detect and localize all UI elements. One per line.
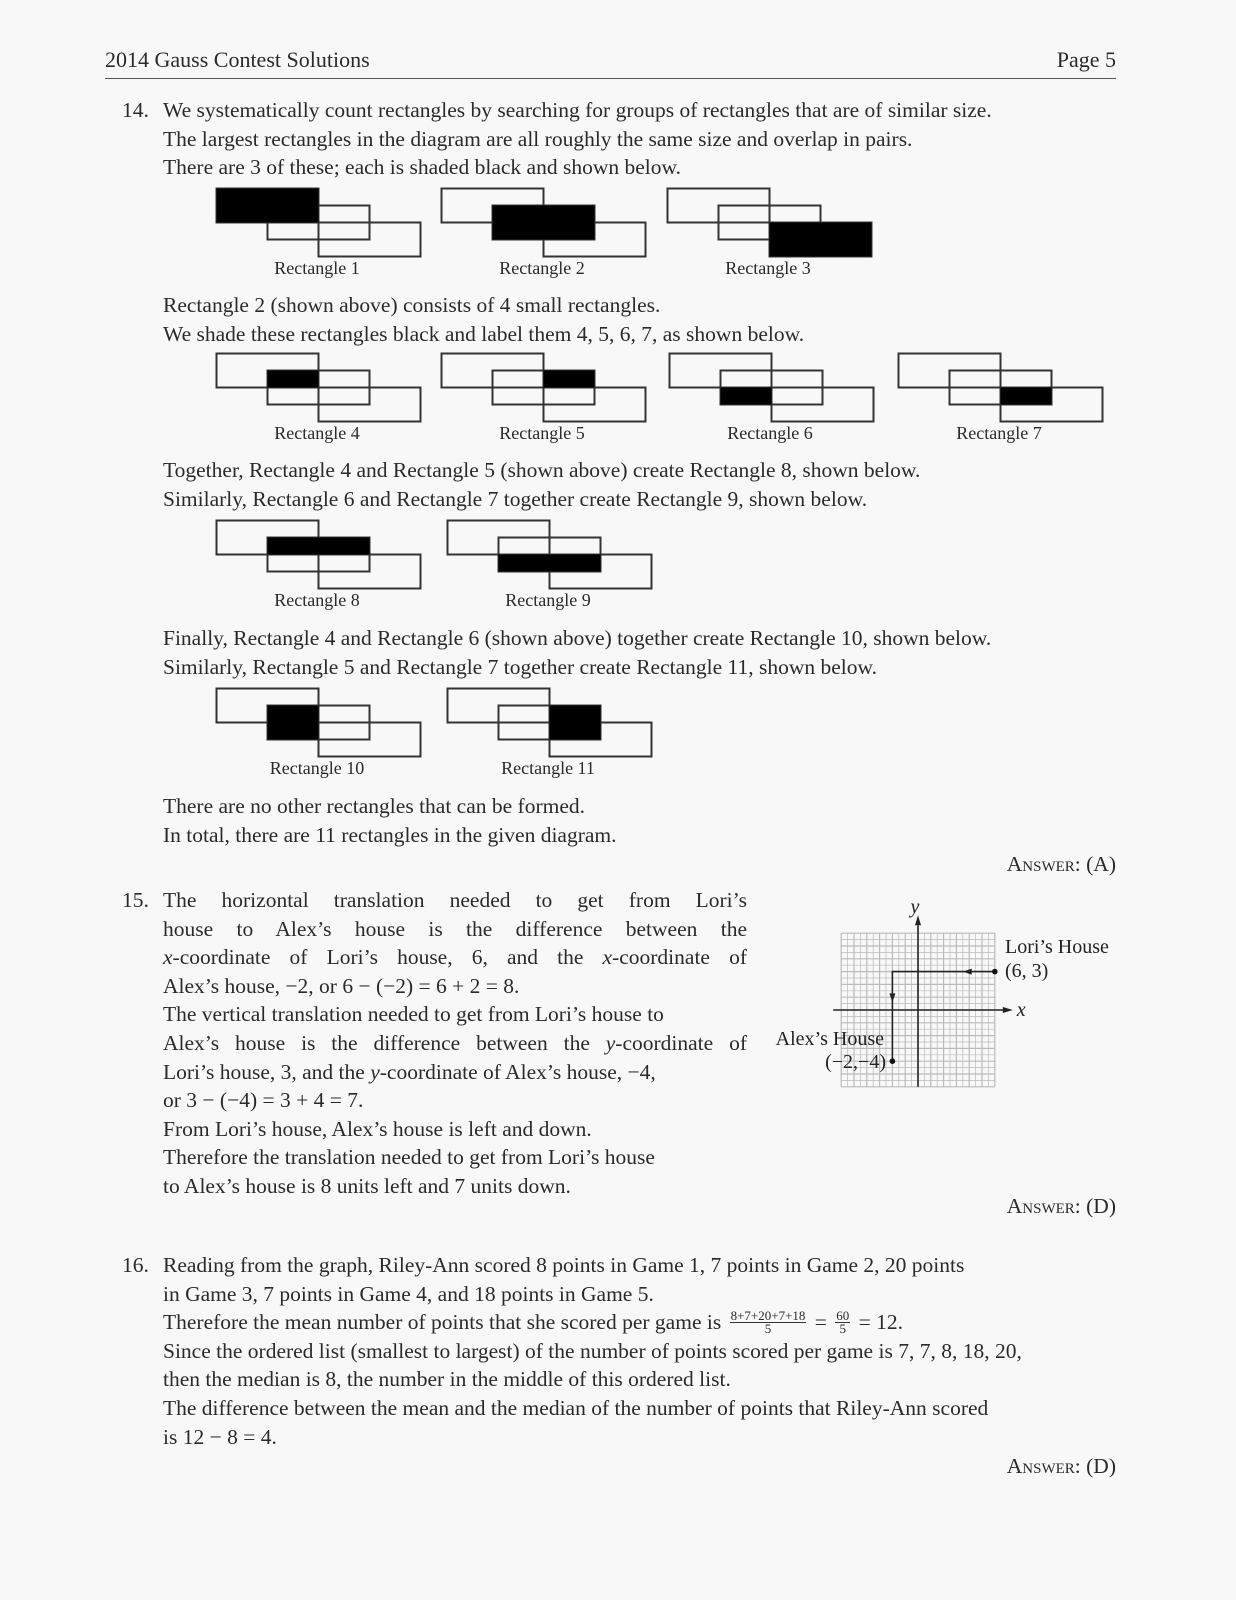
- text-segment: to Alex’s house is 8 units left and 7 units down.: [163, 1174, 571, 1198]
- text-segment: Therefore the translation needed to get from Lori’s house: [163, 1145, 655, 1170]
- q14-line: Similarly, Rectangle 5 and Rectangle 7 together create Rectangle 11, shown below.: [163, 654, 878, 679]
- shaded-rectangle: [268, 538, 370, 555]
- q14-line: Together, Rectangle 4 and Rectangle 5 (shown above) create Rectangle 8, shown below.: [163, 458, 921, 482]
- text-segment: or 3 − (−4) = 3 + 4 = 7.: [163, 1088, 364, 1113]
- q15-line: [163, 1086, 363, 1114]
- shaded-rectangle: [268, 706, 319, 740]
- q15-answer: Answer: (D): [1006, 1194, 1116, 1218]
- q16-line: [163, 1308, 903, 1337]
- q15-line: [163, 943, 747, 971]
- text-segment: -coordinate of Lori’s house, 6, and the: [172, 945, 603, 970]
- page-number: Page 5: [1056, 47, 1116, 72]
- rectangle-9-diagram: [446, 519, 654, 591]
- rectangle-10-diagram: [215, 687, 423, 759]
- rectangle-4-diagram: [215, 352, 423, 424]
- lori-house-point: [992, 969, 998, 975]
- rectangle-8-diagram: [215, 519, 423, 591]
- q15-line: [163, 1000, 664, 1028]
- text-segment: -coordinate of: [615, 1031, 747, 1055]
- shaded-rectangle: [544, 371, 595, 388]
- text-segment: -coordinate of: [612, 945, 747, 970]
- rectangle-11-diagram: [446, 687, 654, 759]
- q15-line: [163, 1115, 592, 1143]
- math-variable: y: [605, 1031, 616, 1055]
- rectangle-3-caption: Rectangle 3: [725, 258, 811, 278]
- rectangle-11-caption: Rectangle 11: [501, 758, 595, 778]
- fraction-numerator: 8+7+20+7+18: [730, 1307, 806, 1323]
- q14-line: Finally, Rectangle 4 and Rectangle 6 (shown above) together create Rectangle 10, shown below.: [163, 626, 992, 650]
- shaded-rectangle: [268, 371, 319, 388]
- q15-number: 15.: [122, 888, 149, 912]
- text-segment: then the median is 8, the number in the middle of this ordered list.: [163, 1367, 731, 1392]
- rectangle-5-diagram: [440, 352, 648, 424]
- header-title: 2014 Gauss Contest Solutions: [105, 47, 370, 72]
- rectangle-7-diagram: [897, 352, 1105, 424]
- text-segment: -coordinate of Alex’s house, −4,: [379, 1059, 656, 1084]
- lori-house-label: Lori’s House: [1005, 936, 1109, 958]
- math-variable: y: [370, 1059, 380, 1084]
- q16-line: [163, 1337, 1022, 1365]
- rectangle-1-caption: Rectangle 1: [274, 258, 360, 278]
- q16-line: [163, 1280, 654, 1308]
- q14-line: In total, there are 11 rectangles in the given diagram.: [163, 822, 617, 847]
- left-arrow-icon: [963, 969, 972, 975]
- text-segment: Therefore the mean number of points that she scored per game is: [163, 1310, 727, 1335]
- text-segment: Alex’s house, −2, or 6 − (−2) = 6 + 2 = 8.: [163, 973, 520, 998]
- coordinate-graph: [760, 890, 1130, 1100]
- rectangle-2-diagram: [440, 187, 648, 259]
- fraction-numerator: 60: [836, 1307, 850, 1323]
- y-axis-label: y: [910, 896, 920, 919]
- lori-house-coordinates: (6, 3): [1005, 960, 1049, 982]
- text-segment: The difference between the mean and the median of the number of points that Riley-Ann scored: [163, 1396, 989, 1420]
- x-axis-label: x: [1016, 999, 1026, 1021]
- q16-line: [163, 1251, 964, 1279]
- shaded-rectangle: [493, 206, 595, 240]
- text-segment: Reading from the graph, Riley-Ann scored 8 points in Game 1, 7 points in Game 2, 20 points: [163, 1253, 965, 1277]
- shaded-rectangle: [770, 223, 872, 257]
- q14-line: The largest rectangles in the diagram are all roughly the same size and overlap in pairs.: [163, 126, 913, 151]
- q15-line: [163, 915, 747, 943]
- text-segment: The vertical translation needed to get from Lori’s house to: [163, 1002, 664, 1027]
- q15-line: [163, 1029, 747, 1057]
- q16-line: [163, 1394, 988, 1422]
- rectangle-6-caption: Rectangle 6: [727, 423, 813, 443]
- q14-line: There are 3 of these; each is shaded black and shown below.: [163, 155, 681, 180]
- rectangle-10-caption: Rectangle 10: [269, 758, 365, 778]
- text-segment: The horizontal translation needed to get from Lori’s: [163, 888, 747, 912]
- shaded-rectangle: [550, 706, 601, 740]
- q14-line: Similarly, Rectangle 6 and Rectangle 7 together create Rectangle 9, shown below.: [163, 486, 868, 511]
- q15-line: [163, 1143, 655, 1171]
- q16-answer: Answer: (D): [1006, 1454, 1116, 1478]
- text-segment: From Lori’s house, Alex’s house is left and down.: [163, 1116, 592, 1141]
- text-segment: Alex’s house is the difference between the: [163, 1031, 606, 1055]
- text-segment: Lori’s house, 3, and the: [163, 1059, 371, 1084]
- text-segment: = 12.: [853, 1310, 904, 1335]
- rectangle-3-diagram: [666, 187, 874, 259]
- q14-line: Rectangle 2 (shown above) consists of 4 small rectangles.: [163, 293, 661, 317]
- x-axis-arrow-icon: [1003, 1007, 1013, 1013]
- fraction-denominator: 5: [839, 1320, 847, 1336]
- q15-line: [163, 1172, 571, 1200]
- q14-answer: Answer: (A): [1006, 852, 1116, 876]
- shaded-rectangle: [217, 189, 319, 223]
- math-variable: x: [602, 945, 613, 970]
- text-segment: in Game 3, 7 points in Game 4, and 18 points in Game 5.: [163, 1281, 654, 1306]
- q16-line: [163, 1365, 731, 1393]
- text-segment: is 12 − 8 = 4.: [163, 1424, 277, 1449]
- rectangle-8-caption: Rectangle 8: [274, 590, 360, 610]
- q15-line: [163, 886, 747, 914]
- fraction-denominator: 5: [764, 1320, 772, 1336]
- text-segment: house to Alex’s house is the difference between the: [163, 916, 747, 941]
- q14-line: There are no other rectangles that can be formed.: [163, 794, 586, 818]
- fraction: [835, 1307, 850, 1336]
- header-rule: [105, 78, 1116, 79]
- math-variable: x: [163, 945, 173, 970]
- rectangle-1-diagram: [215, 187, 423, 259]
- q14-line: We shade these rectangles black and label them 4, 5, 6, 7, as shown below.: [163, 321, 805, 346]
- alex-house-coordinates: (−2,−4): [825, 1051, 886, 1073]
- q14-line: We systematically count rectangles by searching for groups of rectangles that are of similar size.: [163, 98, 992, 122]
- rectangle-2-caption: Rectangle 2: [499, 258, 585, 278]
- rectangle-4-caption: Rectangle 4: [274, 423, 360, 443]
- rectangle-7-caption: Rectangle 7: [956, 423, 1042, 443]
- shaded-rectangle: [499, 555, 601, 572]
- down-arrow-icon: [889, 993, 895, 1002]
- q15-line: [163, 1058, 656, 1086]
- text-segment: =: [809, 1310, 833, 1335]
- alex-house-label: Alex’s House: [775, 1028, 884, 1050]
- rectangle-9-caption: Rectangle 9: [505, 590, 591, 610]
- shaded-rectangle: [1001, 388, 1052, 405]
- q15-line: [163, 972, 519, 1000]
- alex-house-point: [890, 1058, 896, 1064]
- shaded-rectangle: [721, 388, 772, 405]
- rectangle-5-caption: Rectangle 5: [499, 423, 585, 443]
- q14-number: 14.: [122, 98, 149, 122]
- fraction: [730, 1307, 807, 1336]
- rectangle-6-diagram: [668, 352, 876, 424]
- q16-number: 16.: [122, 1253, 149, 1277]
- q16-line: [163, 1423, 277, 1451]
- text-segment: Since the ordered list (smallest to largest) of the number of points scored per game is 7, 7, 8, 18, 20,: [163, 1338, 1022, 1363]
